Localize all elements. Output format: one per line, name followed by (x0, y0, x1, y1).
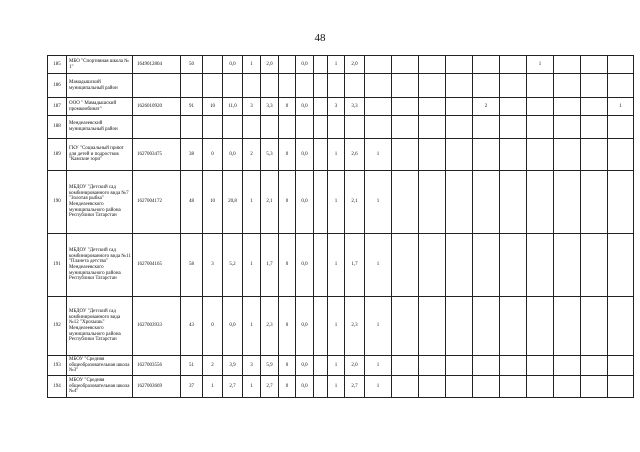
value-cell (279, 74, 296, 98)
value-cell: 2 (243, 139, 261, 171)
extra-cell (392, 139, 419, 171)
table-row (48, 171, 634, 234)
extra-cell (473, 116, 500, 139)
row-number: 192 (48, 297, 67, 356)
value-cell: 0,0 (296, 171, 314, 234)
extra-cell (473, 234, 500, 297)
extra-cell (608, 376, 634, 398)
value-cell: 3 (203, 234, 223, 297)
extra-cell (419, 56, 446, 74)
extra-cell (392, 376, 419, 398)
table-row (48, 56, 634, 74)
extra-cell (554, 98, 581, 116)
inn-code: 1627003669 (133, 376, 181, 398)
inn-code: 1627003475 (133, 139, 181, 171)
value-cell (203, 116, 223, 139)
value-cell: 48 (181, 171, 203, 234)
inn-code: 1649012804 (133, 56, 181, 74)
value-cell: 3,3 (261, 98, 279, 116)
extra-cell (581, 234, 608, 297)
extra-cell (581, 297, 608, 356)
value-cell: 5,9 (261, 356, 279, 376)
extra-cell: 1 (365, 356, 392, 376)
extra-cell (554, 171, 581, 234)
row-number: 185 (48, 56, 67, 74)
extra-cell (608, 74, 634, 98)
extra-cell (392, 98, 419, 116)
value-cell: 2,1 (261, 171, 279, 234)
inn-code: 1627003933 (133, 297, 181, 356)
value-cell: 3 (243, 98, 261, 116)
extra-cell (554, 234, 581, 297)
extra-cell (392, 297, 419, 356)
value-cell: 1 (328, 356, 345, 376)
value-cell: 1 (243, 297, 261, 356)
inn-code: 1627003556 (133, 356, 181, 376)
extra-cell (554, 56, 581, 74)
value-cell: 1 (328, 376, 345, 398)
extra-cell (527, 356, 554, 376)
value-cell: 2,7 (345, 376, 365, 398)
extra-cell (446, 139, 473, 171)
extra-cell (608, 171, 634, 234)
org-name: МБДОУ "Детский сад комбинированного вида №12 "Хрохышь" Менделеевского муниципального района Республики Татарстан (67, 297, 133, 356)
value-cell: 1 (328, 139, 345, 171)
extra-cell (581, 98, 608, 116)
value-cell: 2,7 (223, 376, 243, 398)
extra-cell (554, 74, 581, 98)
row-number: 187 (48, 98, 67, 116)
value-cell (345, 116, 365, 139)
value-cell: 0,0 (296, 234, 314, 297)
extra-cell (527, 297, 554, 356)
value-cell: 91 (181, 98, 203, 116)
inn-code: 1627004165 (133, 234, 181, 297)
value-cell (296, 116, 314, 139)
value-cell: 0 (203, 139, 223, 171)
extra-cell: 1 (365, 297, 392, 356)
extra-cell (392, 56, 419, 74)
value-cell: 0 (279, 234, 296, 297)
value-cell: 20,8 (223, 171, 243, 234)
value-cell: 3 (243, 356, 261, 376)
value-cell (314, 116, 328, 139)
value-cell: 1 (203, 376, 223, 398)
value-cell: 2 (203, 356, 223, 376)
table-row (48, 74, 634, 98)
value-cell: 11,0 (223, 98, 243, 116)
extra-cell (392, 74, 419, 98)
extra-cell: 1 (365, 171, 392, 234)
extra-cell (446, 297, 473, 356)
value-cell: 3,3 (345, 98, 365, 116)
extra-cell (419, 74, 446, 98)
extra-cell (527, 139, 554, 171)
extra-cell (500, 297, 527, 356)
extra-cell: 2 (473, 98, 500, 116)
extra-cell (608, 356, 634, 376)
extra-cell (392, 356, 419, 376)
extra-cell (392, 171, 419, 234)
value-cell: 0,0 (223, 56, 243, 74)
extra-cell (554, 116, 581, 139)
extra-cell (473, 356, 500, 376)
extra-cell (365, 74, 392, 98)
row-number: 191 (48, 234, 67, 297)
org-name: МБДОУ "Детский сад комбинированного вида №7 "Золотая рыбка" Менделеевского муниципального района Республики Татарстан (67, 171, 133, 234)
extra-cell (392, 116, 419, 139)
value-cell: 0 (279, 98, 296, 116)
extra-cell (527, 98, 554, 116)
extra-cell: 1 (527, 56, 554, 74)
value-cell (279, 56, 296, 74)
row-number: 189 (48, 139, 67, 171)
page-number: 48 (314, 32, 326, 44)
table-row (48, 98, 634, 116)
value-cell: 0,0 (296, 139, 314, 171)
row-number: 194 (48, 376, 67, 398)
value-cell: 1 (243, 56, 261, 74)
value-cell (181, 116, 203, 139)
table-row (48, 376, 634, 398)
org-name: МБО "Спортивная школа № 1" (67, 56, 133, 74)
extra-cell (500, 74, 527, 98)
value-cell: 2,0 (345, 56, 365, 74)
value-cell (243, 74, 261, 98)
value-cell (243, 116, 261, 139)
value-cell: 43 (181, 297, 203, 356)
extra-cell (419, 98, 446, 116)
extra-cell: 1 (365, 139, 392, 171)
extra-cell (365, 56, 392, 74)
value-cell: 2,7 (261, 376, 279, 398)
value-cell: 10 (203, 171, 223, 234)
extra-cell (581, 56, 608, 74)
extra-cell (473, 376, 500, 398)
value-cell: 0,0 (223, 139, 243, 171)
org-name: Мамадышский муниципальный район (67, 74, 133, 98)
extra-cell (446, 234, 473, 297)
value-cell (314, 74, 328, 98)
value-cell (279, 116, 296, 139)
value-cell: 1 (328, 234, 345, 297)
value-cell: 0,0 (296, 98, 314, 116)
value-cell: 10 (203, 98, 223, 116)
value-cell (261, 116, 279, 139)
value-cell (261, 74, 279, 98)
value-cell: 0 (279, 376, 296, 398)
value-cell: 1 (328, 171, 345, 234)
inn-code (133, 116, 181, 139)
extra-cell (527, 234, 554, 297)
value-cell: 2,0 (261, 56, 279, 74)
extra-cell (581, 74, 608, 98)
org-name: МБОУ "Средняя общеобразовательная школа №4" (67, 376, 133, 398)
value-cell (203, 56, 223, 74)
extra-cell (581, 116, 608, 139)
extra-cell (554, 139, 581, 171)
extra-cell (365, 116, 392, 139)
extra-cell (581, 139, 608, 171)
value-cell (223, 116, 243, 139)
extra-cell (581, 171, 608, 234)
extra-cell (365, 98, 392, 116)
extra-cell (419, 356, 446, 376)
org-name: ГКУ "Социальный приют для детей и подростков "Камские зори" (67, 139, 133, 171)
extra-cell (500, 356, 527, 376)
table-row (48, 139, 634, 171)
value-cell (181, 74, 203, 98)
extra-cell (608, 116, 634, 139)
value-cell (314, 171, 328, 234)
row-number: 190 (48, 171, 67, 234)
value-cell: 1 (243, 376, 261, 398)
value-cell: 38 (181, 139, 203, 171)
value-cell: 1 (243, 171, 261, 234)
extra-cell (608, 139, 634, 171)
extra-cell (500, 376, 527, 398)
value-cell: 5,3 (261, 139, 279, 171)
value-cell (314, 376, 328, 398)
extra-cell (608, 56, 634, 74)
extra-cell (419, 116, 446, 139)
extra-cell (446, 98, 473, 116)
extra-cell (554, 376, 581, 398)
extra-cell (392, 234, 419, 297)
extra-cell (608, 234, 634, 297)
value-cell: 0,0 (296, 297, 314, 356)
value-cell: 0,0 (296, 376, 314, 398)
value-cell: 1,7 (261, 234, 279, 297)
value-cell: 58 (181, 234, 203, 297)
inn-code: 1627004172 (133, 171, 181, 234)
extra-cell (473, 139, 500, 171)
table-row (48, 356, 634, 376)
value-cell (314, 297, 328, 356)
value-cell (328, 74, 345, 98)
extra-cell (608, 297, 634, 356)
inn-code (133, 74, 181, 98)
table-row (48, 234, 634, 297)
value-cell (314, 234, 328, 297)
value-cell: 3 (328, 98, 345, 116)
value-cell: 51 (181, 356, 203, 376)
value-cell (314, 98, 328, 116)
extra-cell (473, 56, 500, 74)
value-cell: 2,1 (345, 171, 365, 234)
extra-cell (473, 74, 500, 98)
extra-cell (473, 171, 500, 234)
extra-cell (500, 56, 527, 74)
extra-cell (446, 171, 473, 234)
value-cell: 2,3 (345, 297, 365, 356)
value-cell (296, 74, 314, 98)
extra-cell (500, 98, 527, 116)
value-cell: 0 (203, 297, 223, 356)
value-cell: 0,0 (296, 56, 314, 74)
extra-cell (419, 139, 446, 171)
extra-cell (554, 297, 581, 356)
value-cell (345, 74, 365, 98)
org-name: ООО " Мамадышский промкомбинат" (67, 98, 133, 116)
extra-cell: 1 (608, 98, 634, 116)
value-cell (314, 356, 328, 376)
value-cell: 1 (243, 234, 261, 297)
row-number: 193 (48, 356, 67, 376)
extra-cell: 1 (365, 234, 392, 297)
table-row (48, 116, 634, 139)
extra-cell (500, 234, 527, 297)
value-cell (314, 56, 328, 74)
extra-cell (419, 376, 446, 398)
extra-cell (500, 116, 527, 139)
row-number: 188 (48, 116, 67, 139)
extra-cell (446, 356, 473, 376)
value-cell (223, 74, 243, 98)
extra-cell (473, 297, 500, 356)
value-cell: 2,0 (345, 356, 365, 376)
row-number: 186 (48, 74, 67, 98)
data-table (47, 55, 634, 398)
value-cell: 0 (279, 139, 296, 171)
extra-cell (419, 171, 446, 234)
value-cell: 0 (279, 171, 296, 234)
extra-cell (581, 356, 608, 376)
value-cell: 37 (181, 376, 203, 398)
org-name: Менделеевский муниципальный район (67, 116, 133, 139)
value-cell: 0,0 (223, 297, 243, 356)
value-cell: 1 (328, 56, 345, 74)
value-cell: 0 (279, 297, 296, 356)
org-name: МБДОУ "Детский сад комбинированного вида №11 "Планета детства" Менделеевского муниципального района Республики Татарстан (67, 234, 133, 297)
extra-cell (581, 376, 608, 398)
extra-cell (527, 116, 554, 139)
extra-cell (419, 297, 446, 356)
value-cell: 50 (181, 56, 203, 74)
org-name: МБОУ "Средняя общеобразовательная школа №3" (67, 356, 133, 376)
extra-cell (527, 74, 554, 98)
value-cell (314, 139, 328, 171)
value-cell: 3,9 (223, 356, 243, 376)
extra-cell (446, 116, 473, 139)
table-row (48, 297, 634, 356)
value-cell (328, 116, 345, 139)
value-cell: 0 (279, 356, 296, 376)
extra-cell (446, 74, 473, 98)
extra-cell (527, 376, 554, 398)
value-cell (203, 74, 223, 98)
value-cell: 0,0 (296, 356, 314, 376)
extra-cell (500, 171, 527, 234)
extra-cell (419, 234, 446, 297)
extra-cell: 1 (365, 376, 392, 398)
extra-cell (554, 356, 581, 376)
value-cell: 2,6 (345, 139, 365, 171)
value-cell: 2,3 (261, 297, 279, 356)
extra-cell (446, 376, 473, 398)
value-cell: 1 (328, 297, 345, 356)
extra-cell (527, 171, 554, 234)
inn-code: 1626010920 (133, 98, 181, 116)
extra-cell (500, 139, 527, 171)
extra-cell (446, 56, 473, 74)
value-cell: 1,7 (345, 234, 365, 297)
value-cell: 5,2 (223, 234, 243, 297)
